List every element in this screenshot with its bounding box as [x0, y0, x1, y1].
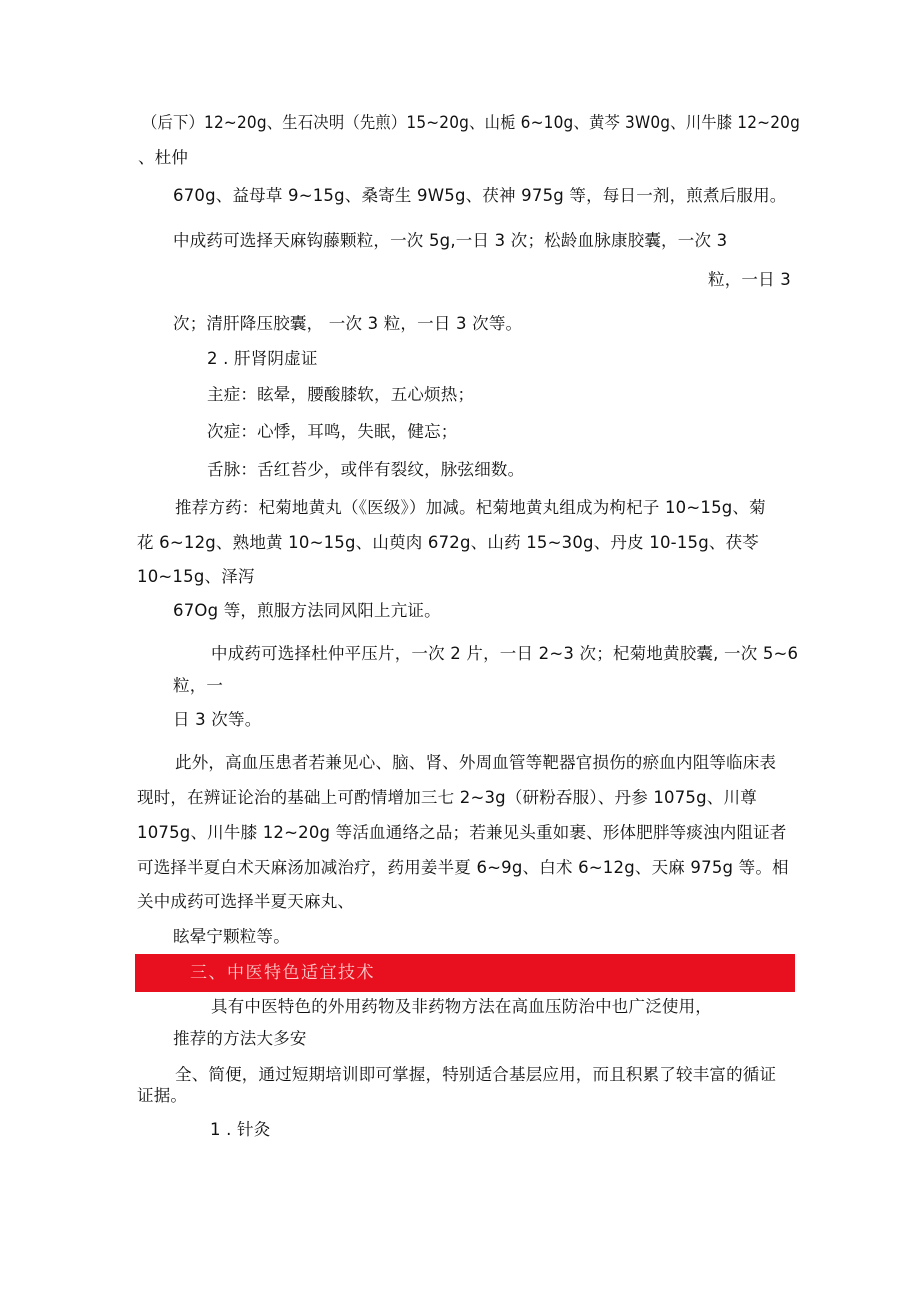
- section-heading-bar: [135, 954, 795, 992]
- text-line: 粒，一日 3: [708, 270, 791, 289]
- text-line: 次症：心悸，耳鸣，失眠，健忘；: [207, 422, 458, 441]
- text-line: 、杜仲: [138, 148, 189, 167]
- text-line: 全、简便，通过短期培训即可掌握，特别适合基层应用，而且积累了较丰富的循证: [175, 1065, 777, 1084]
- text-line: 此外，高血压患者若兼见心、脑、肾、外周血管等靶器官损伤的瘀血内阻等临床表: [175, 753, 777, 772]
- text-line: （后下）12~20g、生石决明（先煎）15~20g、山栀 6~10g、黄芩 3W0g、川牛膝 12~20g: [142, 113, 800, 132]
- text-line: 舌脉：舌红苔少，或伴有裂纹，脉弦细数。: [207, 460, 525, 479]
- text-line: 10~15g、泽泻: [137, 567, 255, 586]
- text-line: 推荐的方法大多安: [173, 1029, 307, 1048]
- list-item-heading: 2 . 肝肾阴虚证: [207, 349, 318, 368]
- text-line: 次；清肝降压胶囊， 一次 3 粒，一日 3 次等。: [173, 314, 523, 333]
- text-line: 具有中医特色的外用药物及非药物方法在高血压防治中也广泛使用，: [211, 997, 712, 1016]
- section-heading: 三、中医特色适宜技术: [190, 963, 375, 983]
- text-line: 中成药可选择天麻钩藤颗粒，一次 5g,一日 3 次；松龄血脉康胶囊，一次 3: [173, 231, 728, 250]
- text-line: 证据。: [137, 1086, 188, 1105]
- text-line: 670g、益母草 9~15g、桑寄生 9W5g、茯神 975g 等，每日一剂，煎煮后服用。: [173, 186, 787, 205]
- text-line: 可选择半夏白术天麻汤加减治疗，药用姜半夏 6~9g、白术 6~12g、天麻 975g 等。相: [137, 858, 789, 877]
- text-line: 花 6~12g、熟地黄 10~15g、山萸肉 672g、山药 15~30g、丹皮 10-15g、茯苓: [137, 533, 759, 552]
- text-line: 现时，在辨证论治的基础上可酌情增加三七 2~3g（研粉吞服）、丹参 1075g、川尊: [137, 788, 757, 807]
- list-item-heading: 1 . 针灸: [210, 1120, 271, 1139]
- text-line: 推荐方药：杞菊地黄丸（《医级》）加减。杞菊地黄丸组成为枸杞子 10~15g、菊: [175, 498, 766, 517]
- text-line: 日 3 次等。: [173, 710, 262, 729]
- text-line: 关中成药可选择半夏天麻丸、: [137, 892, 355, 911]
- text-line: 眩晕宁颗粒等。: [173, 927, 290, 946]
- text-line: 主症：眩晕，腰酸膝软，五心烦热；: [207, 385, 475, 404]
- text-line: 粒，一: [173, 676, 224, 695]
- text-line: 1075g、川牛膝 12~20g 等活血通络之品；若兼见头重如裹、形体肥胖等痰浊内阻证者: [137, 823, 787, 842]
- text-line: 中成药可选择杜仲平压片，一次 2 片，一日 2~3 次；杞菊地黄胶囊, 一次 5~6: [211, 644, 799, 663]
- text-line: 67Og 等，煎服方法同风阳上亢证。: [173, 601, 441, 620]
